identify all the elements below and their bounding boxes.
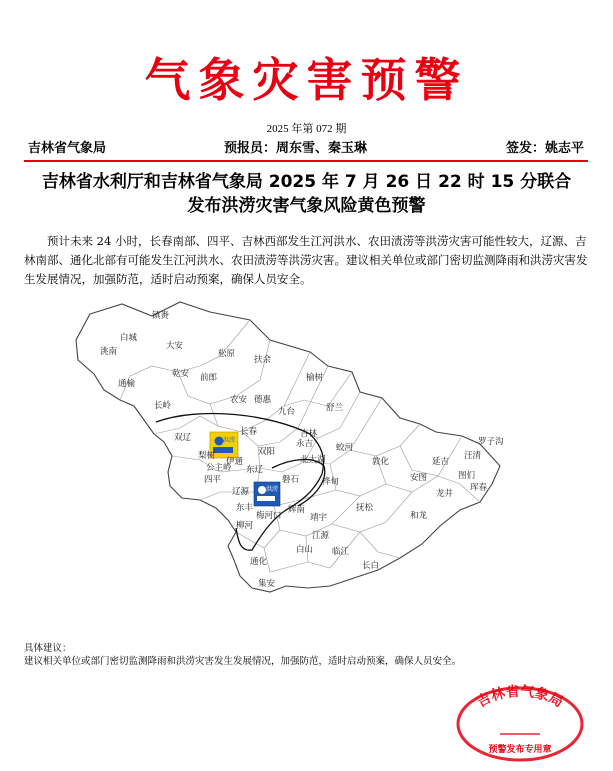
city-label: 集安 (258, 579, 276, 589)
city-label: 舒兰 (326, 403, 344, 413)
blue-flood-warning-icon (254, 482, 280, 506)
city-label: 梅河口 (256, 511, 282, 521)
city-label: 江源 (312, 531, 330, 541)
city-label: 敦化 (372, 457, 390, 467)
seal-bottom-text: 预警发布专用章 (488, 745, 552, 755)
warning-body: 预计未来 24 小时，长春南部、四平、吉林西部发生江河洪水、农田渍涝等洪涝灾害可能性较大，辽源、吉林南部、通化北部有可能发生江河洪水、农田渍涝等洪涝灾害。建议相关单位或部门密切监测降雨和洪涝灾害发生发展情况，加强防范，适时启动预案，确保人员安全。 (24, 234, 588, 286)
city-label: 农安 (230, 395, 248, 405)
headline-line-1: 吉林省水利厅和吉林省气象局 2025 年 7 月 26 日 22 时 15 分联合 (41, 172, 572, 192)
city-label: 北大湖 (300, 455, 326, 465)
city-label: 图们 (458, 471, 476, 481)
issue-number: 2025 年第 072 期 (266, 123, 347, 135)
city-label: 安图 (410, 473, 428, 483)
province-outline (76, 302, 500, 592)
city-label: 梨树 (198, 451, 216, 461)
province-map-svg (60, 296, 530, 596)
city-label: 白城 (120, 333, 138, 343)
city-label: 磐石 (282, 475, 300, 485)
city-label: 扶余 (254, 355, 272, 365)
city-label: 汪清 (464, 451, 482, 461)
yellow-icon-label: 洪涝 (222, 437, 236, 444)
city-label: 乾安 (172, 369, 190, 379)
city-label: 长白 (362, 561, 380, 571)
official-seal (452, 680, 588, 764)
city-label: 双阳 (258, 447, 276, 457)
forecaster: 预报员：周东雪、秦玉琳 (224, 141, 368, 156)
city-label: 四平 (204, 475, 222, 485)
city-label: 九台 (278, 407, 296, 417)
city-label: 吉林 (300, 429, 318, 439)
city-label: 辽源 (232, 487, 250, 497)
city-label: 公主岭 (206, 463, 232, 473)
city-label: 珲春 (470, 483, 488, 493)
city-label: 辉南 (288, 505, 306, 515)
city-label: 大安 (166, 341, 184, 351)
blue-icon-label: 洪涝 (265, 486, 279, 493)
signer: 签发：姚志平 (505, 141, 584, 156)
city-label: 榆树 (306, 373, 324, 383)
headline-line-2: 发布洪涝灾害气象风险黄色预警 (187, 196, 426, 216)
city-label: 罗子沟 (478, 437, 504, 447)
meta-row (28, 137, 584, 155)
city-label: 永吉 (296, 439, 314, 449)
headline (20, 170, 593, 218)
city-label: 长春 (240, 427, 258, 437)
city-label: 前郎 (200, 373, 218, 383)
warning-map (60, 296, 530, 596)
city-label: 蛟河 (336, 443, 354, 453)
city-label: 临江 (332, 547, 350, 557)
city-label: 靖宇 (310, 513, 328, 523)
city-label: 东丰 (236, 503, 254, 513)
city-label: 洮南 (100, 347, 118, 357)
city-label: 白山 (296, 545, 314, 555)
seal-svg (452, 680, 588, 764)
advice-text: 建议相关单位或部门密切监测降雨和洪涝灾害发生发展情况，加强防范，适时启动预案，确保人员安全。 (24, 656, 462, 667)
city-label: 双辽 (174, 433, 192, 443)
city-label: 松原 (218, 349, 236, 359)
city-label: 延吉 (432, 457, 450, 467)
city-label: 桦甸 (322, 477, 340, 487)
city-label: 伊通 (226, 457, 244, 467)
organization: 吉林省气象局 (28, 141, 107, 156)
city-label: 龙井 (436, 489, 454, 499)
city-label: 和龙 (410, 511, 428, 521)
city-label: 抚松 (356, 503, 374, 513)
city-label: 通榆 (118, 379, 136, 389)
city-label: 镇赉 (152, 311, 170, 321)
city-label: 柳河 (236, 521, 254, 531)
seal-top-text: 吉林省气象局 (474, 683, 566, 711)
advice-title: 具体建议： (24, 643, 72, 654)
red-divider (24, 160, 588, 162)
city-label: 德惠 (254, 395, 272, 405)
city-label: 通化 (250, 557, 268, 567)
masthead-title: 气象灾害预警 (144, 53, 469, 107)
city-label: 东辽 (246, 465, 264, 475)
city-label: 长岭 (154, 401, 172, 411)
